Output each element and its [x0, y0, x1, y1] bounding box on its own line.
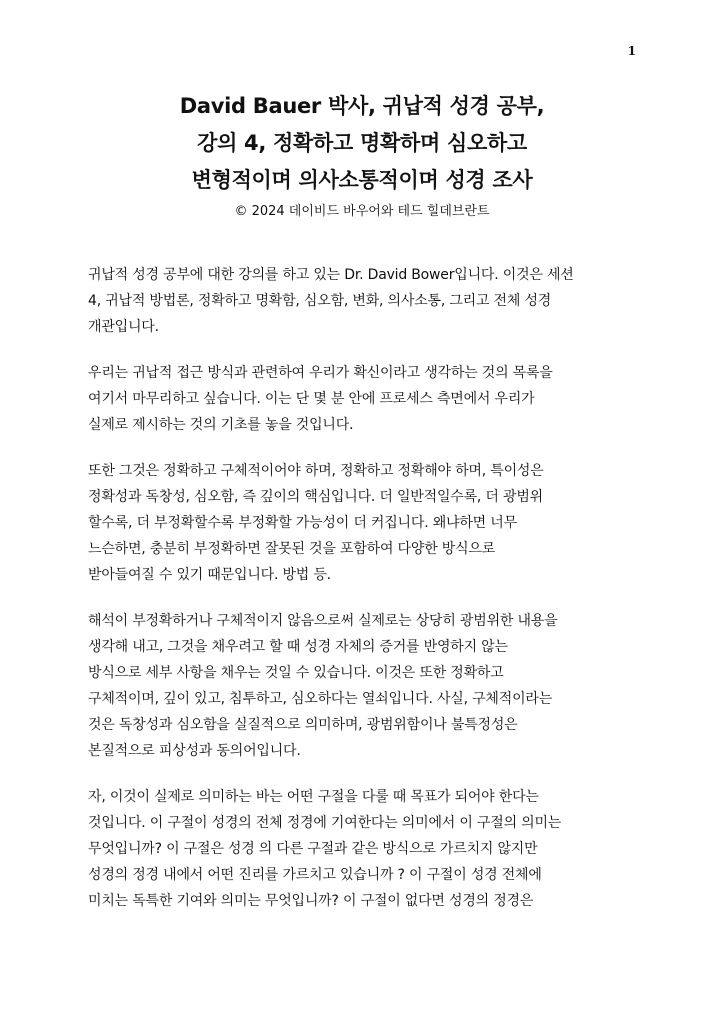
text-line: 구체적이며, 깊이 있고, 침투하고, 심오하다는 열쇠입니다. 사실, 구체적이라는: [88, 691, 553, 707]
title-block: [0, 88, 724, 223]
text-line: 귀납적 성경 공부에 대한 강의를 하고 있는 Dr. David Bower입니다. 이것은 세션: [88, 267, 574, 283]
text-line: 여기서 마무리하고 싶습니다. 이는 단 몇 분 안에 프로세스 측면에서 우리가: [88, 391, 535, 407]
paragraph-1: [88, 262, 648, 340]
paragraph-2: [88, 360, 648, 438]
text-line: 실제로 제시하는 것의 기초를 놓을 것입니다.: [88, 417, 354, 433]
text-line: 해석이 부정확하거나 구체적이지 않음으로써 실제로는 상당히 광범위한 내용을: [88, 613, 558, 629]
text-line: 것입니다. 이 구절이 성경의 전체 정경에 기여한다는 의미에서 이 구절의 의미는: [88, 815, 562, 831]
text-line: 본질적으로 피상성과 동의어입니다.: [88, 743, 301, 759]
title-line-2: 강의 4, 정확하고 명확하며 심오하고: [197, 131, 527, 155]
copyright-notice: © 2024 데이비드 바우어와 테드 힐데브란트: [234, 204, 490, 219]
paragraph-3: [88, 458, 648, 588]
text-line: 성경의 정경 내에서 어떤 진리를 가르치고 있습니까 ? 이 구절이 성경 전체에: [88, 867, 542, 883]
text-line: 무엇입니까? 이 구절은 성경 의 다른 구절과 같은 방식으로 가르치지 않지만: [88, 841, 538, 857]
text-line: 또한 그것은 정확하고 구체적이어야 하며, 정확하고 정확해야 하며, 특이성은: [88, 463, 544, 479]
text-line: 개관입니다.: [88, 319, 159, 335]
text-line: 4, 귀납적 방법론, 정확하고 명확함, 심오함, 변화, 의사소통, 그리고 전체 성경: [88, 293, 552, 309]
title-line-3: 변형적이며 의사소통적이며 성경 조사: [191, 168, 533, 192]
title-line-1: David Bauer 박사, 귀납적 성경 공부,: [179, 94, 545, 118]
paragraph-4: [88, 608, 648, 764]
text-line: 방식으로 세부 사항을 채우는 것일 수 있습니다. 이것은 또한 정확하고: [88, 665, 504, 681]
text-line: 자, 이것이 실제로 의미하는 바는 어떤 구절을 다룰 때 목표가 되어야 한다는: [88, 789, 539, 805]
text-line: 느슨하면, 충분히 부정확하면 잘못된 것을 포함하여 다양한 방식으로: [88, 541, 496, 557]
text-line: 것은 독창성과 심오함을 실질적으로 의미하며, 광범위함이나 불특정성은: [88, 717, 518, 733]
page-number: 1: [627, 44, 636, 58]
text-line: 생각해 내고, 그것을 채우려고 할 때 성경 자체의 증거를 반영하지 않는: [88, 639, 508, 655]
text-line: 받아들여질 수 있기 때문입니다. 방법 등.: [88, 567, 331, 583]
text-line: 미치는 독특한 기여와 의미는 무엇입니까? 이 구절이 없다면 성경의 정경은: [88, 893, 534, 909]
text-line: 할수록, 더 부정확할수록 부정확할 가능성이 더 커집니다. 왜냐하면 너무: [88, 515, 517, 531]
text-line: 우리는 귀납적 접근 방식과 관련하여 우리가 확신이라고 생각하는 것의 목록을: [88, 365, 553, 381]
paragraph-5: [88, 784, 648, 914]
text-line: 정확성과 독창성, 심오함, 즉 깊이의 핵심입니다. 더 일반적일수록, 더 광범위: [88, 489, 543, 505]
document-body: [88, 262, 648, 934]
